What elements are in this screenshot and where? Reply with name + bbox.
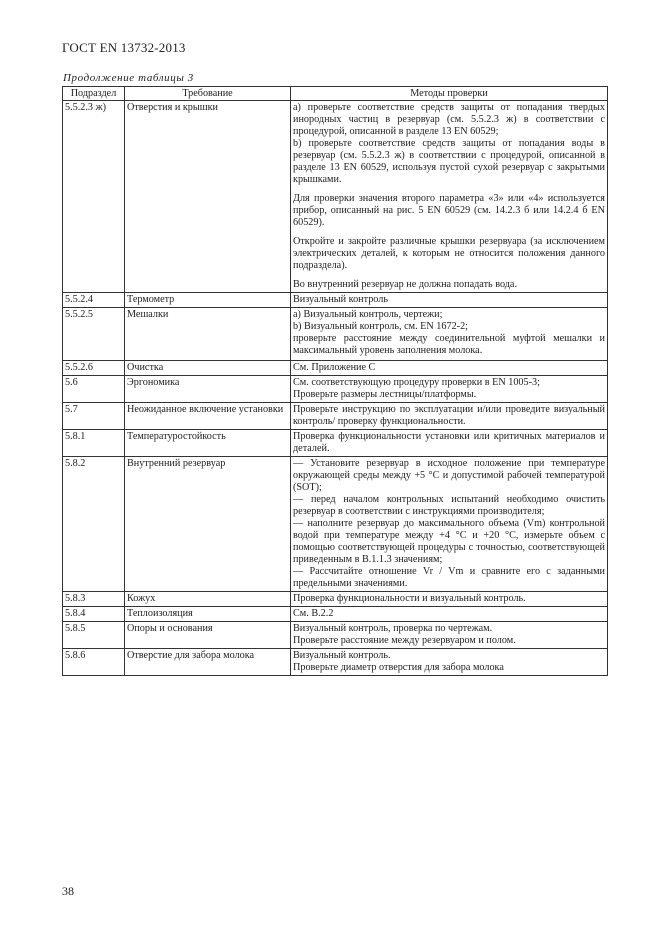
method-line: проверьте расстояние между соединительной муфтой мешалки и максимальный уровень заполнения молока. (293, 333, 605, 356)
requirement-cell: Опоры и основания (125, 622, 291, 649)
column-header-section: Подраздел (63, 87, 125, 101)
requirement-cell: Внутренний резервуар (125, 457, 291, 592)
method-line: Во внутренний резервуар не должна попадать вода. (293, 279, 518, 290)
method-line: Проверьте диаметр отверстия для забора молока (293, 662, 504, 673)
section-cell: 5.8.3 (63, 592, 125, 607)
methods-cell (291, 430, 608, 457)
verification-table (62, 86, 608, 676)
methods-cell (291, 457, 608, 592)
column-header-requirement: Требование (125, 87, 291, 101)
methods-cell (291, 649, 608, 676)
column-header-methods: Методы проверки (291, 87, 608, 101)
method-line: Проверка функциональности и визуальный контроль. (293, 593, 526, 604)
section-cell: 5.8.1 (63, 430, 125, 457)
table-row (63, 592, 608, 607)
method-line: См. соответствующую процедуру проверки в EN 1005-3; (293, 377, 540, 388)
methods-cell (291, 622, 608, 649)
methods-cell (291, 592, 608, 607)
requirement-cell: Температуростойкость (125, 430, 291, 457)
requirement-cell: Термометр (125, 293, 291, 308)
method-line: a) Визуальный контроль, чертежи; (293, 309, 443, 320)
section-cell: 5.8.2 (63, 457, 125, 592)
table-row (63, 649, 608, 676)
method-line: Проверка функциональности установки или критичных материалов и деталей. (293, 431, 605, 454)
standard-title: ГОСТ EN 13732-2013 (62, 40, 186, 55)
requirement-cell: Отверстия и крышки (125, 101, 291, 293)
requirement-cell: Кожух (125, 592, 291, 607)
table-row (63, 457, 608, 592)
method-line: Визуальный контроль. (293, 650, 391, 661)
methods-cell (291, 101, 608, 293)
section-cell: 5.5.2.4 (63, 293, 125, 308)
method-line: Проверьте размеры лестницы/платформы. (293, 389, 477, 400)
table-row (63, 607, 608, 622)
method-line: Для проверки значения второго параметра «3» или «4» используется прибор, описанный на рис. 5 EN 60529 (см. 14.2.3 б или 14.2.4 б EN 60529). (293, 193, 605, 228)
requirement-cell: Мешалки (125, 308, 291, 361)
method-line: b) Визуальный контроль, см. EN 1672-2; (293, 321, 468, 332)
methods-cell (291, 376, 608, 403)
requirement-cell: Теплоизоляция (125, 607, 291, 622)
table-header-row (63, 87, 608, 101)
method-line: — Рассчитайте отношение Vr / Vm и сравните его с заданными предельными значениями. (293, 566, 605, 589)
method-line: b) проверьте соответствие средств защиты от попадания воды в резервуар (см. 5.5.2.3 ж) в соответствии с процедурой, описанной в разделе 13 EN 60529, используя пустой сухой резервуар с закрытыми крышками. (293, 138, 605, 185)
methods-cell (291, 293, 608, 308)
method-line: См. Приложение С (293, 362, 376, 373)
method-line: a) проверьте соответствие средств защиты от попадания твердых инородных частиц в резервуар (см. 5.5.2.3 ж) в соответствии с процедурой, описанной в разделе 13 EN 60529; (293, 102, 605, 137)
requirement-cell: Неожиданное включение установки (125, 403, 291, 430)
method-line: — Установите резервуар в исходное положение при температуре окружающей среды между +5 °С и допустимой рабочей температурой (SOT); (293, 458, 605, 493)
method-line: Визуальный контроль (293, 294, 388, 305)
method-line: См. В.2.2 (293, 608, 334, 619)
page-number: 38 (62, 884, 74, 898)
table-caption: Продолжение таблицы 3 (63, 72, 194, 84)
method-line: Проверьте расстояние между резервуаром и полом. (293, 635, 516, 646)
table-row (63, 403, 608, 430)
methods-cell (291, 607, 608, 622)
section-cell: 5.8.4 (63, 607, 125, 622)
table-row (63, 376, 608, 403)
section-cell: 5.7 (63, 403, 125, 430)
methods-cell (291, 361, 608, 376)
table-row (63, 361, 608, 376)
table-row (63, 622, 608, 649)
table-row (63, 308, 608, 361)
section-cell: 5.8.6 (63, 649, 125, 676)
table-row (63, 430, 608, 457)
section-cell: 5.5.2.5 (63, 308, 125, 361)
requirement-cell: Отверстие для забора молока (125, 649, 291, 676)
section-cell: 5.5.2.3 ж) (63, 101, 125, 293)
section-cell: 5.8.5 (63, 622, 125, 649)
method-line: Проверьте инструкцию по эксплуатации и/или проведите визуальный контроль/ проверку функциональности. (293, 404, 605, 427)
table-row (63, 293, 608, 308)
table-row (63, 101, 608, 293)
requirement-cell: Очистка (125, 361, 291, 376)
method-line: — перед началом контрольных испытаний необходимо очистить резервуар в соответствии с инструкциями производителя; (293, 494, 605, 517)
method-line: Откройте и закройте различные крышки резервуара (за исключением электрических деталей, к которым не относится положения данного подраздела). (293, 236, 605, 271)
section-cell: 5.6 (63, 376, 125, 403)
methods-cell (291, 403, 608, 430)
method-line: Визуальный контроль, проверка по чертежам. (293, 623, 493, 634)
requirement-cell: Эргономика (125, 376, 291, 403)
method-line: — наполните резервуар до максимального объема (Vm) контрольной водой при температуре между +4 °С и +20 °С, измерьте объем с помощью соответствующей процедуры с точностью, соответствующей приведенным в В.1.1.3 значениям; (293, 518, 605, 565)
methods-cell (291, 308, 608, 361)
section-cell: 5.5.2.6 (63, 361, 125, 376)
